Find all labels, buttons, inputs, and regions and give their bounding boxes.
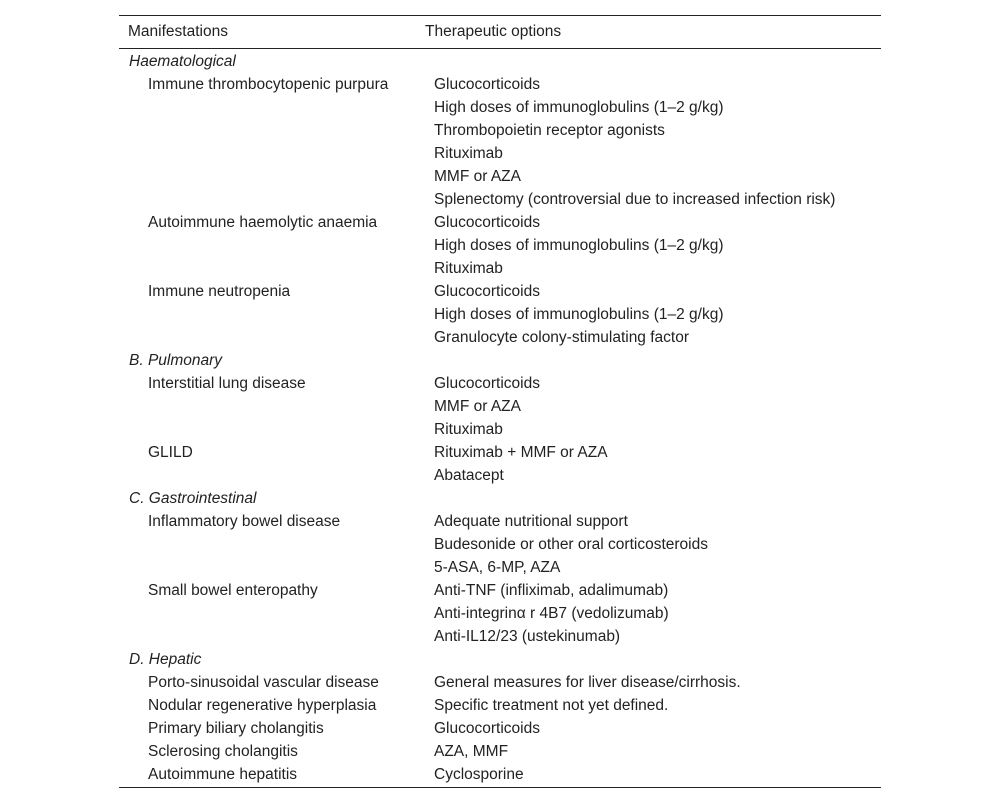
section-row <box>119 50 881 73</box>
therapy-option-cell: MMF or AZA <box>434 397 521 415</box>
table-row <box>119 763 881 786</box>
therapy-option-cell: High doses of immunoglobulins (1–2 g/kg) <box>434 98 724 116</box>
table-row <box>119 211 881 234</box>
table-row <box>119 188 881 211</box>
table-row <box>119 303 881 326</box>
therapy-option-cell: Anti-IL12/23 (ustekinumab) <box>434 627 621 645</box>
table-row <box>119 510 881 533</box>
section-row <box>119 349 881 372</box>
section-title: D. Hepatic <box>129 650 202 668</box>
therapy-option-cell: Adequate nutritional support <box>434 512 628 530</box>
manifestation-cell: Immune thrombocytopenic purpura <box>148 75 389 93</box>
header-therapeutic-options: Therapeutic options <box>425 23 562 40</box>
table-row <box>119 280 881 303</box>
manifestation-cell: Nodular regenerative hyperplasia <box>148 696 377 714</box>
therapy-option-cell: Glucocorticoids <box>434 75 540 93</box>
table-row <box>119 533 881 556</box>
table-row <box>119 694 881 717</box>
therapy-option-cell: High doses of immunoglobulins (1–2 g/kg) <box>434 305 724 323</box>
table-row <box>119 96 881 119</box>
therapy-option-cell: Glucocorticoids <box>434 374 540 392</box>
therapy-option-cell: Anti-integrinα r 4B7 (vedolizumab) <box>434 604 669 622</box>
therapy-option-cell: Thrombopoietin receptor agonists <box>434 121 665 139</box>
table-row <box>119 165 881 188</box>
therapy-option-cell: General measures for liver disease/cirrhosis. <box>434 673 741 691</box>
therapy-option-cell: Glucocorticoids <box>434 282 540 300</box>
therapy-option-cell: Rituximab <box>434 144 503 162</box>
table-row <box>119 579 881 602</box>
manifestation-cell: Porto-sinusoidal vascular disease <box>148 673 379 691</box>
therapy-table <box>119 15 881 788</box>
therapy-option-cell: Budesonide or other oral corticosteroids <box>434 535 708 553</box>
table-row <box>119 602 881 625</box>
therapy-option-cell: Rituximab <box>434 259 503 277</box>
table-row <box>119 717 881 740</box>
therapy-option-cell: Specific treatment not yet defined. <box>434 696 669 714</box>
header-manifestations: Manifestations <box>128 23 228 40</box>
section-row <box>119 648 881 671</box>
manifestation-cell: Small bowel enteropathy <box>148 581 318 599</box>
table-row <box>119 73 881 96</box>
table-row <box>119 464 881 487</box>
table-row <box>119 418 881 441</box>
therapy-option-cell: Cyclosporine <box>434 765 524 783</box>
table-row <box>119 556 881 579</box>
therapy-option-cell: Rituximab + MMF or AZA <box>434 443 608 461</box>
therapy-option-cell: Anti-TNF (infliximab, adalimumab) <box>434 581 669 599</box>
therapy-option-cell: AZA, MMF <box>434 742 509 760</box>
therapy-option-cell: 5-ASA, 6-MP, AZA <box>434 558 561 576</box>
manifestation-cell: Sclerosing cholangitis <box>148 742 298 760</box>
table-row <box>119 119 881 142</box>
table-row <box>119 234 881 257</box>
manifestation-cell: Autoimmune hepatitis <box>148 765 298 783</box>
therapy-option-cell: MMF or AZA <box>434 167 521 185</box>
manifestation-cell: Inflammatory bowel disease <box>148 512 341 530</box>
table-row <box>119 441 881 464</box>
manifestation-cell: GLILD <box>148 443 193 461</box>
therapy-option-cell: Splenectomy (controversial due to increased infection risk) <box>434 190 836 208</box>
therapy-option-cell: Abatacept <box>434 466 504 484</box>
therapy-option-cell: Glucocorticoids <box>434 213 540 231</box>
section-title: B. Pulmonary <box>129 351 223 369</box>
table-row <box>119 372 881 395</box>
therapy-option-cell: Granulocyte colony-stimulating factor <box>434 328 690 346</box>
table-row <box>119 395 881 418</box>
section-title: C. Gastrointestinal <box>129 489 257 507</box>
table-row <box>119 671 881 694</box>
bottom-rule <box>119 787 881 788</box>
section-row <box>119 487 881 510</box>
table-row <box>119 625 881 648</box>
therapy-option-cell: Glucocorticoids <box>434 719 540 737</box>
table-row <box>119 326 881 349</box>
table-row <box>119 740 881 763</box>
therapy-option-cell: Rituximab <box>434 420 503 438</box>
table-row <box>119 142 881 165</box>
manifestation-cell: Autoimmune haemolytic anaemia <box>148 213 378 231</box>
manifestation-cell: Immune neutropenia <box>148 282 291 300</box>
manifestation-cell: Primary biliary cholangitis <box>148 719 324 737</box>
table-header <box>119 16 881 48</box>
table-body <box>119 49 881 787</box>
table-row <box>119 257 881 280</box>
section-title: Haematological <box>129 52 236 70</box>
therapy-option-cell: High doses of immunoglobulins (1–2 g/kg) <box>434 236 724 254</box>
manifestation-cell: Interstitial lung disease <box>148 374 306 392</box>
